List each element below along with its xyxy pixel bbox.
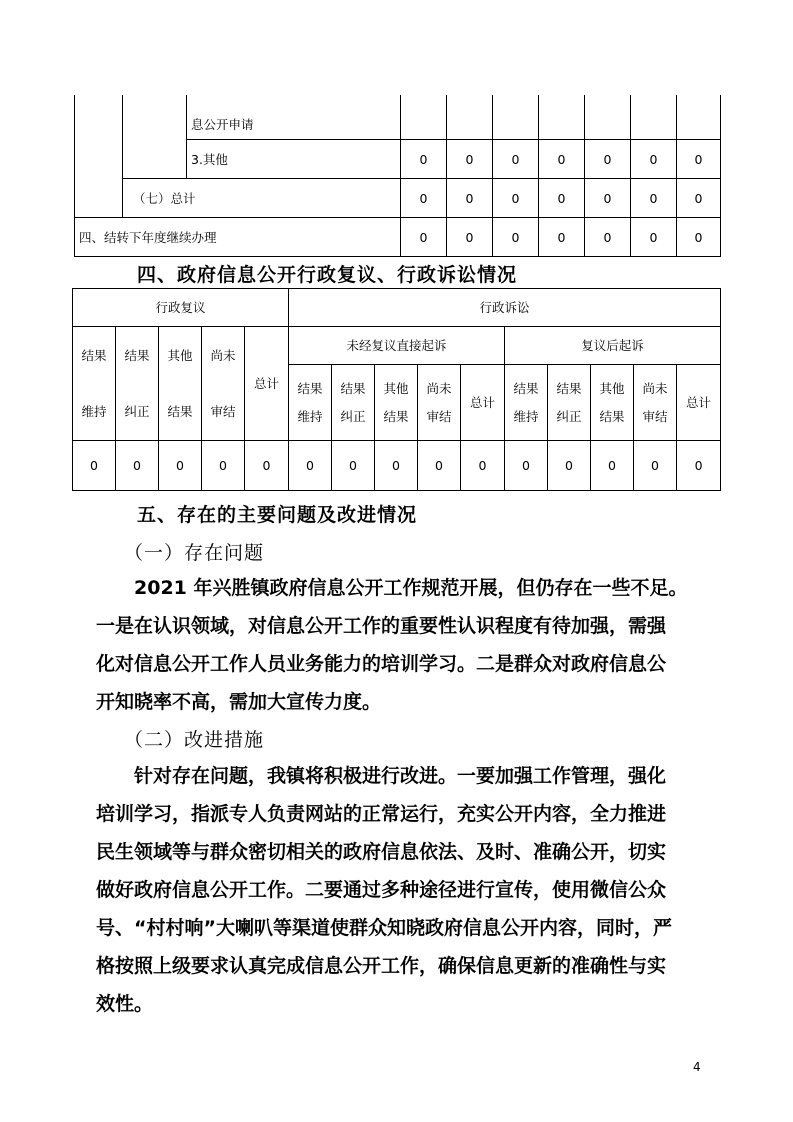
col-header: 其他 结果 (591, 365, 634, 441)
cell: 0 (493, 218, 539, 257)
cell: 0 (539, 179, 585, 218)
section4-title: 四、政府信息公开行政复议、行政诉讼情况 (137, 264, 518, 286)
blank-cell (123, 95, 187, 179)
cell: 0 (591, 441, 634, 491)
table-row (75, 218, 721, 257)
col-header: 结果 维持 (505, 365, 548, 441)
cell: 0 (585, 140, 631, 179)
cell: 0 (289, 441, 332, 491)
paragraph-line: 化对信息公开工作人员业务能力的培训学习。二是群众对政府信息公 (96, 653, 667, 675)
page-number: 4 (693, 1060, 701, 1074)
cell: 0 (539, 218, 585, 257)
cell: 0 (677, 441, 721, 491)
blank-cell (75, 95, 123, 218)
table-row (73, 327, 721, 365)
cell: 0 (539, 140, 585, 179)
cell: 0 (202, 441, 245, 491)
cell: 0 (116, 441, 159, 491)
col-header: 总计 (677, 365, 721, 441)
paragraph-line: 开知晓率不高，需加大宣传力度。 (96, 691, 382, 713)
paragraph-line: 效性。 (96, 993, 154, 1015)
after-review-header: 复议后起诉 (505, 327, 721, 365)
disclosure-table-continuation (74, 95, 721, 257)
col-header: 结果 维持 (289, 365, 332, 441)
cell: 0 (447, 140, 493, 179)
cell: 0 (548, 441, 591, 491)
paragraph-line: 2021 年兴胜镇政府信息公开工作规范开展，但仍存在一些不足。 (134, 577, 688, 599)
cell: 0 (332, 441, 375, 491)
cell: 0 (493, 140, 539, 179)
sub1-title: （一）存在问题 (124, 542, 265, 564)
col-header: 尚未 审结 (634, 365, 677, 441)
col-header: 总计 (461, 365, 505, 441)
cell: 0 (159, 441, 202, 491)
row-label: 四、结转下年度继续办理 (75, 218, 401, 257)
row-label: （七）总计 (123, 179, 401, 218)
measures-paragraph (96, 757, 720, 1023)
col-header: 其他 结果 (375, 365, 418, 441)
cell (539, 95, 585, 140)
paragraph-line: 民生领域等与群众密切相关的政府信息依法、及时、准确公开，切实 (96, 841, 667, 863)
cell: 0 (585, 218, 631, 257)
row-label: 息公开申请 (187, 95, 401, 140)
review-header: 行政复议 (73, 289, 289, 327)
cell: 0 (447, 179, 493, 218)
litigation-header: 行政诉讼 (289, 289, 721, 327)
col-header: 尚未 审结 (418, 365, 461, 441)
cell (677, 95, 721, 140)
table-row (75, 179, 721, 218)
problems-paragraph (96, 569, 720, 721)
cell: 0 (418, 441, 461, 491)
row-label: 3.其他 (187, 140, 401, 179)
col-header: 结果 纠正 (548, 365, 591, 441)
cell: 0 (493, 179, 539, 218)
cell: 0 (401, 140, 447, 179)
cell (585, 95, 631, 140)
section5-title: 五、存在的主要问题及改进情况 (137, 504, 418, 526)
col-header: 结果 纠正 (332, 365, 375, 441)
cell: 0 (375, 441, 418, 491)
col-header: 总计 (245, 327, 289, 441)
cell (631, 95, 677, 140)
paragraph-line: 针对存在问题，我镇将积极进行改进。一要加强工作管理，强化 (134, 765, 667, 787)
paragraph-line: 一是在认识领域，对信息公开工作的重要性认识程度有待加强，需强 (96, 615, 667, 637)
cell: 0 (447, 218, 493, 257)
cell: 0 (585, 179, 631, 218)
paragraph-line: 号、“村村响”大喇叭等渠道使群众知晓政府信息公开内容，同时，严 (96, 917, 672, 939)
cell: 0 (245, 441, 289, 491)
table-row (75, 95, 721, 140)
cell: 0 (631, 218, 677, 257)
paragraph-line: 培训学习，指派专人负责网站的正常运行，充实公开内容，全力推进 (96, 803, 667, 825)
cell: 0 (631, 179, 677, 218)
direct-litigation-header: 未经复议直接起诉 (289, 327, 505, 365)
cell: 0 (631, 140, 677, 179)
cell: 0 (401, 179, 447, 218)
cell (493, 95, 539, 140)
cell: 0 (677, 179, 721, 218)
sub2-title: （二）改进措施 (124, 729, 265, 751)
cell: 0 (505, 441, 548, 491)
cell: 0 (634, 441, 677, 491)
review-litigation-table (72, 288, 721, 491)
cell: 0 (677, 140, 721, 179)
col-header: 结果 纠正 (116, 327, 159, 441)
col-header: 尚未 审结 (202, 327, 245, 441)
col-header: 其他 结果 (159, 327, 202, 441)
table-row (73, 289, 721, 327)
cell: 0 (461, 441, 505, 491)
paragraph-line: 做好政府信息公开工作。二要通过多种途径进行宣传，使用微信公众 (96, 879, 667, 901)
table-row (73, 441, 721, 491)
paragraph-line: 格按照上级要求认真完成信息公开工作，确保信息更新的准确性与实 (96, 955, 667, 977)
cell: 0 (677, 218, 721, 257)
cell: 0 (401, 218, 447, 257)
cell (447, 95, 493, 140)
cell: 0 (73, 441, 116, 491)
col-header: 结果 维持 (73, 327, 116, 441)
cell (401, 95, 447, 140)
